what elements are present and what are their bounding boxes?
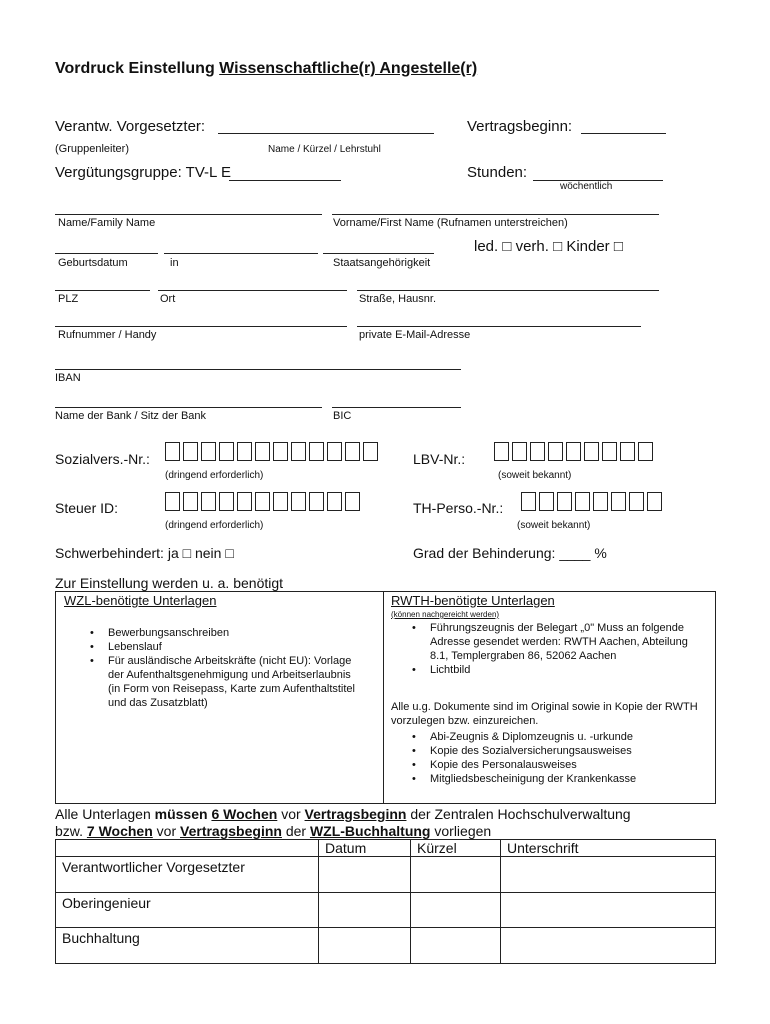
wzl-title: WZL-benötigte Unterlagen	[64, 593, 217, 608]
pay-group-field[interactable]	[229, 180, 341, 181]
tax-id-boxes[interactable]	[165, 492, 360, 511]
table-row: Buchhaltung	[56, 928, 716, 964]
documents-panel	[55, 591, 716, 804]
lbv-label: LBV-Nr.:	[413, 451, 466, 467]
rwth-note: Alle u.g. Dokumente sind im Original sowie in Kopie der RWTH vorzulegen bzw. einzureichen.	[391, 701, 698, 727]
lbv-boxes[interactable]	[494, 442, 653, 461]
email-field[interactable]	[357, 326, 641, 327]
table-header-row	[56, 840, 716, 857]
th-perso-note: (soweit bekannt)	[517, 520, 591, 531]
th-perso-boxes[interactable]	[521, 492, 662, 511]
table-row: Oberingenieur	[56, 893, 716, 928]
rwth-list-2	[408, 730, 708, 786]
list-item: • Führungszeugnis der Belegart „0" Muss an folgende Adresse gesendet werden: RWTH Aachen, Abteilung 8.1, Templergraben 86, 52062 Aachen	[408, 621, 708, 663]
documents-intro: Zur Einstellung werden u. a. benötigt	[55, 575, 284, 591]
birth-date-field[interactable]	[55, 253, 158, 254]
family-name-label: Name/Family Name	[58, 217, 156, 229]
page-title: Vordruck Einstellung Wissenschaftliche(r) Angestelle(r)	[55, 60, 478, 77]
nationality-label: Staatsangehörigkeit	[333, 257, 431, 269]
weekly-note: wöchentlich	[560, 181, 613, 192]
nationality-field[interactable]	[323, 253, 434, 254]
pay-group-label: Vergütungsgruppe: TV-L E	[55, 164, 231, 181]
bic-label: BIC	[333, 410, 352, 422]
birth-place-label: in	[170, 257, 179, 269]
list-item: • Lichtbild	[408, 663, 708, 677]
family-name-field[interactable]	[55, 214, 322, 215]
rwth-title: RWTH-benötigte Unterlagen	[391, 593, 555, 608]
pay-group-value: E	[220, 164, 231, 181]
bank-field[interactable]	[55, 407, 322, 408]
street-label: Straße, Hausnr.	[359, 293, 437, 305]
disability-degree[interactable]: Grad der Behinderung: ____ %	[413, 545, 607, 561]
col-signature: Unterschrift	[501, 840, 716, 857]
supervisor-field[interactable]	[218, 133, 434, 134]
city-field[interactable]	[158, 290, 347, 291]
deadline-text: Alle Unterlagen müssen 6 Wochen vor Vertragsbeginn der Zentralen Hochschulverwaltung bzw. 7 Wochen vor Vertragsbeginn der WZL-Buchhaltung vorliegen	[55, 806, 631, 839]
birth-place-field[interactable]	[164, 253, 318, 254]
contract-start-label: Vertragsbeginn:	[467, 118, 573, 135]
rwth-subtitle: (können nachgereicht werden)	[391, 610, 500, 619]
first-name-field[interactable]	[332, 214, 659, 215]
group-leader-note: (Gruppenleiter)	[55, 143, 129, 155]
street-field[interactable]	[357, 290, 659, 291]
list-item: • Mitgliedsbescheinigung der Krankenkasse	[408, 772, 708, 786]
list-item: • Für ausländische Arbeitskräfte (nicht EU): Vorlage der Aufenthaltsgenehmigung und Arbeitserlaubnis (in Form von Reisepass, Karte zum Aufenthaltstitel und das Zusatzblatt)	[86, 654, 356, 710]
bic-field[interactable]	[332, 407, 461, 408]
tax-id-note: (dringend erforderlich)	[165, 520, 264, 531]
hours-label: Stunden:	[467, 164, 528, 181]
list-item: • Kopie des Sozialversicherungsausweises	[408, 744, 708, 758]
signature-table	[55, 839, 716, 964]
city-label: Ort	[160, 293, 176, 305]
name-note: Name / Kürzel / Lehrstuhl	[268, 144, 381, 155]
contract-start-field[interactable]	[581, 133, 666, 134]
birth-date-label: Geburtsdatum	[58, 257, 128, 269]
phone-label: Rufnummer / Handy	[58, 329, 157, 341]
phone-field[interactable]	[55, 326, 347, 327]
iban-field[interactable]	[55, 369, 461, 370]
list-item: • Lebenslauf	[86, 640, 356, 654]
bank-label: Name der Bank / Sitz der Bank	[55, 410, 207, 422]
zip-field[interactable]	[55, 290, 150, 291]
social-security-note: (dringend erforderlich)	[165, 470, 264, 481]
supervisor-label: Verantw. Vorgesetzter:	[55, 118, 206, 135]
lbv-note: (soweit bekannt)	[498, 470, 572, 481]
tax-id-label: Steuer ID:	[55, 500, 119, 516]
first-name-label: Vorname/First Name (Rufnamen unterstreichen)	[333, 217, 568, 229]
marital-status[interactable]: led. □ verh. □ Kinder □	[474, 238, 623, 255]
col-date: Datum	[319, 840, 411, 857]
list-item: • Bewerbungsanschreiben	[86, 626, 356, 640]
disabled-checkboxes[interactable]: Schwerbehindert: ja □ nein □	[55, 545, 234, 561]
iban-label: IBAN	[55, 372, 81, 384]
th-perso-label: TH-Perso.-Nr.:	[413, 500, 504, 516]
wzl-list	[86, 626, 356, 710]
social-security-boxes[interactable]	[165, 442, 378, 461]
rwth-list	[408, 621, 708, 677]
social-security-label: Sozialvers.-Nr.:	[55, 451, 150, 467]
table-row: Verantwortlicher Vorgesetzter	[56, 857, 716, 893]
list-item: • Abi-Zeugnis & Diplomzeugnis u. -urkunde	[408, 730, 708, 744]
email-label: private E-Mail-Adresse	[359, 329, 471, 341]
list-item: • Kopie des Personalausweises	[408, 758, 708, 772]
zip-label: PLZ	[58, 293, 79, 305]
documents-divider	[383, 592, 384, 803]
col-initials: Kürzel	[411, 840, 501, 857]
